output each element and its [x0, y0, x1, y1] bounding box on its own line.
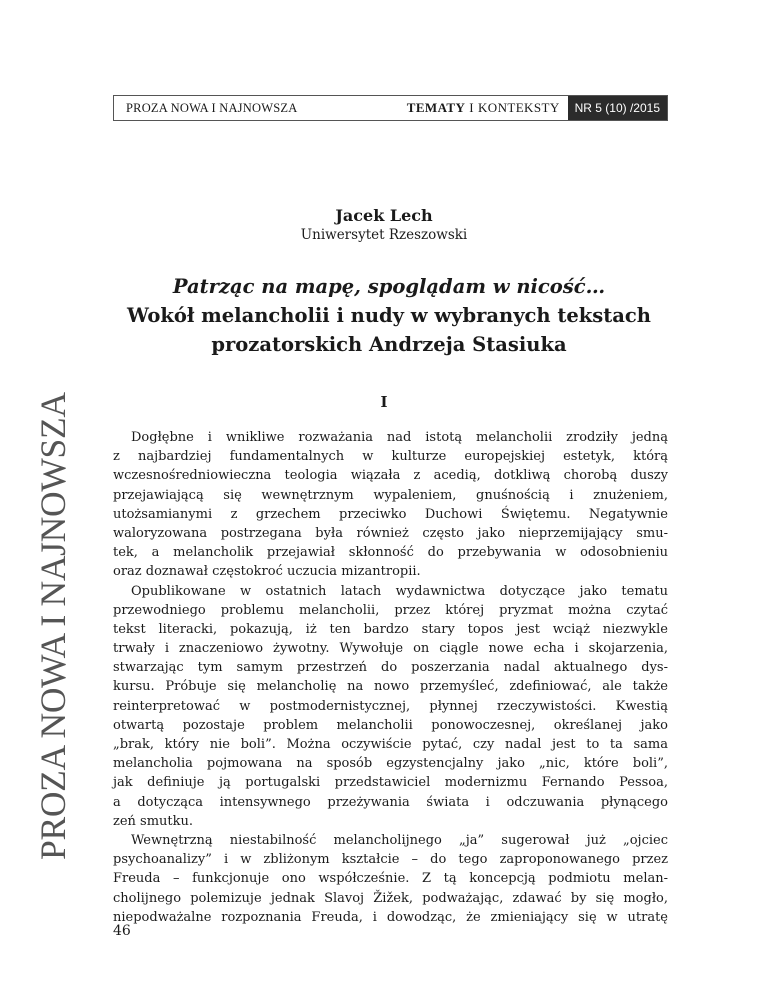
body-line: psychoanalizy” i w zbliżonym kształcie – do tego zaproponowanego przez	[113, 852, 668, 868]
body-line: a dotycząca intensywnego przeżywania świata i odczuwania płynącego	[113, 794, 668, 810]
title-line-2: Wokół melancholii i nudy w wybranych tekstach	[127, 304, 651, 327]
header-topics	[297, 96, 567, 120]
body-line: przewodniego problemu melancholii, przez której pryzmat można czytać	[113, 602, 668, 618]
body-line: kursu. Próbuje się melancholię na nowo przemyśleć, zdefiniować, ale także	[113, 679, 668, 695]
body-line: tekst literacki, pokazują, iż ten bardzo stary topos jest wciąż niezwykle	[113, 621, 668, 637]
body-line: z najbardziej fundamentalnych w kulturze europejskiej estetyk, którą	[113, 449, 668, 465]
body-line: zeń smutku.	[113, 813, 194, 829]
header-topics-bold: TEMATY	[406, 100, 466, 115]
page-number: 46	[113, 923, 131, 939]
body-line: utożsamianymi z grzechem przeciwko Duchowi Świętemu. Negatywnie	[113, 506, 668, 522]
body-line: przejawiającą się wewnętrznym wypaleniem, gnuśnością i znużeniem,	[113, 487, 668, 503]
body-line: „brak, który nie boli”. Można oczywiście pytać, czy nadal jest to ta sama	[113, 737, 668, 752]
article-body	[113, 428, 668, 927]
section-heading: I	[380, 393, 388, 411]
body-line: stwarzając tym samym przestrzeń do poszerzania nadal aktualnego dys-	[113, 660, 668, 676]
body-line: Opublikowane w ostatnich latach wydawnictwa dotyczące jako tematu	[131, 583, 668, 599]
body-line: niepodważalne rozpoznania Freuda, i dowodząc, że zmieniający się w utratę	[113, 909, 668, 925]
body-line: Dogłębne i wnikliwe rozważania nad istotą melancholii zrodziły jedną	[131, 430, 668, 445]
article-title	[100, 272, 678, 359]
body-line: cholijnego polemizuje jednak Slavoj Žižek, podważając, zdawać by się mogło,	[113, 890, 668, 906]
body-line: reinterpretować w postmodernistycznej, płynnej rzeczywistości. Kwestią	[113, 698, 668, 714]
running-header	[113, 95, 668, 121]
body-line: wczesnośredniowieczna teologia wiązała z acedią, dotkliwą chorobą duszy	[113, 468, 668, 484]
body-line: Freuda – funkcjonuje ono współcześnie. Z tą koncepcją podmiotu melan-	[113, 871, 668, 887]
body-line: tek, a melancholik przejawiał skłonność do przebywania w odosobnieniu	[113, 545, 668, 561]
author-affiliation: Uniwersytet Rzeszowski	[300, 227, 468, 243]
body-line: waloryzowana postrzegana była również często jako nieprzemijający smu-	[113, 525, 668, 541]
body-line: oraz doznawał częstokroć uczucia mizantropii.	[113, 564, 421, 580]
body-line: melancholia pojmowana na sposób egzystencjalny jako „nic, które boli”,	[113, 756, 668, 772]
header-topics-rest: KONTEKSTY	[478, 100, 560, 115]
body-line: otwartą pozostaje problem melancholii ponowoczesnej, określanej jako	[113, 717, 668, 733]
title-line-1: Patrząc na mapę, spoglądam w nicość…	[172, 275, 606, 298]
header-topics-separator: I	[469, 100, 475, 115]
side-section-label: PROZA NOWA I NAJNOWSZA	[33, 392, 73, 860]
header-series: PROZA NOWA I NAJNOWSZA	[126, 100, 298, 115]
issue-badge: NR 5 (10) /2015	[568, 96, 667, 120]
title-line-3: prozatorskich Andrzeja Stasiuka	[211, 333, 567, 356]
body-line: trwały i znaczeniowo żywotny. Wywołuje on ciągle nowe echa i skojarzenia,	[113, 641, 668, 657]
author-name: Jacek Lech	[335, 206, 433, 225]
body-line: jak definiuje ją portugalski przedstawiciel modernizmu Fernando Pessoa,	[113, 775, 668, 791]
body-line: Wewnętrzną niestabilność melancholijnego „ja” sugerował już „ojciec	[131, 832, 668, 848]
